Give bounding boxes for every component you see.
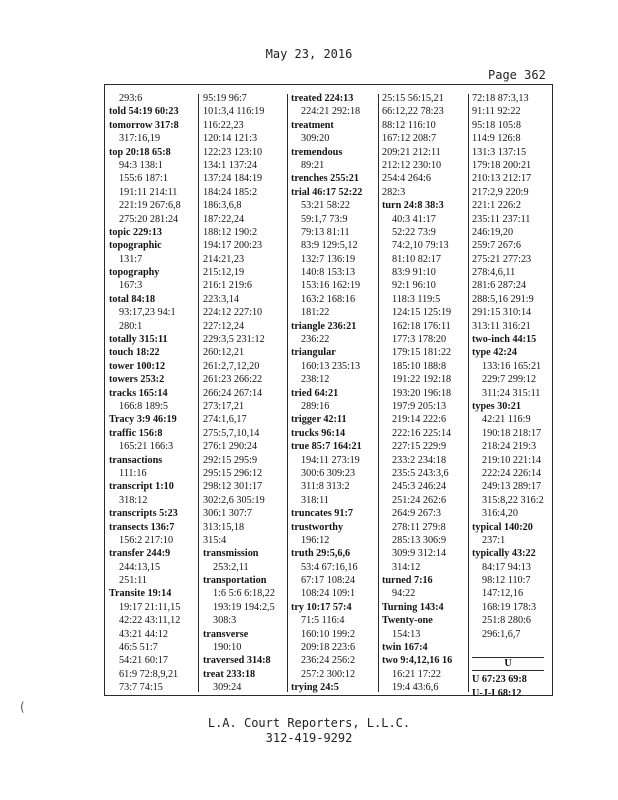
index-reference: 25:15 56:15,21: [382, 93, 444, 104]
index-reference: 188:12 190:2: [203, 226, 258, 238]
index-reference: 160:13 235:13: [301, 360, 361, 372]
index-reference: 235:11 237:11: [472, 213, 531, 225]
index-reference: 193:20 196:18: [392, 387, 452, 399]
index-reference: 276:1 290:24: [203, 441, 258, 453]
index-reference: [472, 641, 550, 654]
index-term: transactions: [109, 454, 163, 466]
index-reference: 311:8 313:2: [301, 481, 350, 493]
index-reference: 191:22 192:18: [392, 374, 452, 386]
index-term: U-J-I 68:12: [472, 687, 522, 699]
index-reference: 74:2,10 79:13: [392, 240, 449, 252]
index-reference: 289:16: [301, 400, 330, 412]
index-reference: 253:2,11: [213, 561, 249, 573]
index-reference: 194:11 273:19: [301, 454, 360, 466]
index-term: truncates 91:7: [291, 508, 353, 520]
index-reference: 210:13 212:17: [472, 173, 532, 185]
index-term: types 30:21: [472, 400, 521, 412]
index-reference: 309:9 312:14: [392, 548, 447, 560]
index-reference: 257:2 300:12: [301, 668, 356, 680]
index-reference: 114:9 126:8: [472, 133, 521, 145]
index-reference: 209:18 223:6: [301, 642, 356, 654]
index-reference: 281:6 287:24: [472, 280, 527, 292]
index-reference: 140:8 153:13: [301, 267, 356, 279]
index-reference: 296:1,6,7: [482, 628, 521, 640]
index-term: trucks 96:14: [291, 427, 346, 439]
index-reference: 238:12: [301, 374, 330, 386]
index-reference: 282:3: [382, 186, 406, 198]
index-reference: 84:17 94:13: [482, 561, 531, 573]
index-term: try 10:17 57:4: [291, 601, 352, 613]
index-term: trigger 42:11: [291, 414, 347, 426]
index-reference: 197:9 205:13: [392, 400, 447, 412]
index-reference: 190:18 218:17: [482, 427, 542, 439]
index-reference: 124:15 125:19: [392, 307, 452, 319]
index-reference: 300:6 309:23: [301, 467, 356, 479]
index-reference: 235:5 243:3,6: [392, 467, 449, 479]
index-reference: 154:13: [392, 628, 421, 640]
index-reference: 160:10 199:2: [301, 628, 356, 640]
index-term: type 42:24: [472, 347, 517, 359]
index-reference: 162:18 176:11: [392, 320, 451, 332]
index-term: totally 315:11: [109, 334, 168, 346]
index-reference: 229:3,5 231:12: [203, 334, 265, 346]
index-term: Tracy 3:9 46:19: [109, 414, 177, 426]
index-reference: 217:2,9 220:9: [472, 186, 529, 198]
index-term: U 67:23 69:8: [472, 674, 527, 686]
index-reference: 93:17,23 94:1: [119, 307, 176, 319]
index-reference: 187:22,24: [203, 213, 245, 225]
index-reference: 309:20: [301, 133, 330, 145]
index-reference: 43:21 44:12: [119, 628, 168, 640]
index-column-1: [109, 92, 191, 692]
index-reference: 42:22 43:11,12: [119, 615, 181, 627]
index-reference: 308:3: [213, 615, 237, 627]
index-term: Twenty-one: [382, 615, 433, 627]
index-reference: 222:24 226:14: [482, 467, 542, 479]
section-letter-heading: U: [472, 657, 544, 671]
index-column-3: [291, 92, 375, 692]
index-reference: 59:1,7 73:9: [301, 213, 348, 225]
index-reference: 298:12 301:17: [203, 481, 263, 493]
index-reference: 214:21,23: [203, 253, 245, 265]
index-reference: 315:4: [203, 534, 227, 546]
index-reference: 223:3,14: [203, 293, 239, 305]
index-reference: 79:13 81:11: [301, 226, 350, 238]
index-reference: 166:8 189:5: [119, 400, 168, 412]
index-reference: 52:22 73:9: [392, 226, 436, 238]
index-reference: 179:18 200:21: [472, 159, 532, 171]
index-reference: 209:21 212:11: [382, 146, 441, 158]
index-term: two-inch 44:15: [472, 334, 537, 346]
index-reference: 291:15 310:14: [472, 307, 532, 319]
index-term: traversed 314:8: [203, 655, 271, 667]
index-reference: 132:7 136:19: [301, 253, 356, 265]
index-reference: 273:17,21: [203, 400, 245, 412]
index-reference: 116:22,23: [203, 119, 244, 131]
index-reference: 219:14 222:6: [392, 414, 447, 426]
index-term: transverse: [203, 628, 249, 640]
index-term: told 54:19 60:23: [109, 106, 179, 118]
index-reference: 137:24 184:19: [203, 173, 263, 185]
index-reference: 94:22: [392, 588, 416, 600]
index-term: twin 167:4: [382, 642, 428, 654]
index-term: tomorrow 317:8: [109, 119, 179, 131]
index-term: total 84:18: [109, 293, 156, 305]
index-reference: 191:11 214:11: [119, 186, 178, 198]
index-column-4: [382, 92, 466, 692]
index-term: transfer 244:9: [109, 548, 171, 560]
index-reference: 196:12: [301, 534, 330, 546]
index-reference: 118:3 119:5: [392, 293, 441, 305]
transcript-date: May 23, 2016: [265, 47, 353, 61]
index-reference: 251:24 262:6: [392, 494, 447, 506]
index-reference: 244:13,15: [119, 561, 161, 573]
index-reference: 237:1: [482, 534, 506, 546]
index-term: turned 7:16: [382, 575, 433, 587]
index-reference: 218:24 219:3: [482, 441, 537, 453]
index-reference: 224:12 227:10: [203, 307, 263, 319]
index-reference: 167:3: [119, 280, 143, 292]
index-reference: 16:21 17:22: [392, 668, 441, 680]
index-reference: 53:21 58:22: [301, 200, 350, 212]
index-term: tremendous: [291, 146, 343, 158]
index-term: traffic 156:8: [109, 427, 163, 439]
index-reference: 246:19,20: [472, 226, 514, 238]
index-reference: 236:24 256:2: [301, 655, 356, 667]
index-reference: 318:12: [119, 494, 148, 506]
index-reference: 224:21 292:18: [301, 106, 361, 118]
index-term: triangle 236:21: [291, 320, 357, 332]
index-term: typically 43:22: [472, 548, 536, 560]
index-reference: 285:13 306:9: [392, 534, 447, 546]
index-reference: 302:2,6 305:19: [203, 494, 265, 506]
index-reference: 167:12 208:7: [382, 133, 437, 145]
column-divider: [378, 94, 379, 692]
index-reference: 53:4 67:16,16: [301, 561, 358, 573]
index-reference: 111:16: [119, 467, 147, 479]
column-divider: [468, 94, 469, 692]
index-term: topic 229:13: [109, 226, 162, 238]
index-reference: 46:5 51:7: [119, 642, 158, 654]
index-reference: 311:24 315:11: [482, 387, 541, 399]
index-reference: 275:5,7,10,14: [203, 427, 260, 439]
index-term: transcript 1:10: [109, 481, 174, 493]
index-reference: 153:16 162:19: [301, 280, 361, 292]
index-term: topography: [109, 267, 160, 279]
index-reference: 54:21 60:17: [119, 655, 168, 667]
index-reference: 219:10 221:14: [482, 454, 542, 466]
index-reference: 313:11 316:21: [472, 320, 531, 332]
index-reference: 120:14 121:3: [203, 133, 258, 145]
index-reference: 259:7 267:6: [472, 240, 521, 252]
index-reference: 251:8 280:6: [482, 615, 531, 627]
index-reference: 181:22: [301, 307, 330, 319]
index-reference: 278:11 279:8: [392, 521, 446, 533]
index-reference: 179:15 181:22: [392, 347, 452, 359]
index-term: trial 46:17 52:22: [291, 186, 363, 198]
index-term: transects 136:7: [109, 521, 175, 533]
index-reference: 212:12 230:10: [382, 159, 442, 171]
index-reference: 280:1: [119, 320, 143, 332]
index-term: Transite 19:14: [109, 588, 172, 600]
index-reference: 215:12,19: [203, 267, 245, 279]
index-term: true 85:7 164:21: [291, 441, 362, 453]
index-reference: 83:9 129:5,12: [301, 240, 358, 252]
index-reference: 275:20 281:24: [119, 213, 179, 225]
index-reference: 184:24 185:2: [203, 186, 258, 198]
index-reference: 147:12,16: [482, 588, 524, 600]
index-reference: 261:23 266:22: [203, 374, 263, 386]
scan-artifact: (: [20, 700, 25, 714]
index-reference: 19:4 43:6,6: [392, 682, 439, 694]
index-term: trustworthy: [291, 521, 344, 533]
index-reference: 315:8,22 316:2: [482, 494, 544, 506]
index-reference: 221:1 226:2: [472, 200, 521, 212]
index-reference: 306:1 307:7: [203, 508, 252, 520]
index-reference: 101:3,4 116:19: [203, 106, 265, 118]
index-reference: 288:5,16 291:9: [472, 293, 534, 305]
column-divider: [198, 94, 199, 692]
index-reference: 131:7: [119, 253, 143, 265]
index-reference: 98:12 110:7: [482, 575, 531, 587]
index-reference: 293:6: [119, 93, 143, 104]
index-reference: 19:17 21:11,15: [119, 601, 181, 613]
index-reference: 245:3 246:24: [392, 481, 447, 493]
index-term: triangular: [291, 347, 336, 359]
index-reference: 251:11: [119, 575, 147, 587]
index-reference: 61:9 72:8,9,21: [119, 668, 179, 680]
index-reference: 193:19 194:2,5: [213, 601, 275, 613]
index-reference: 92:1 96:10: [392, 280, 436, 292]
index-term: tracks 165:14: [109, 387, 168, 399]
index-reference: 108:24 109:1: [301, 588, 356, 600]
index-term: treat 233:18: [203, 668, 256, 680]
index-reference: 134:1 137:24: [203, 159, 258, 171]
index-reference: 227:12,24: [203, 320, 245, 332]
index-reference: 67:17 108:24: [301, 575, 356, 587]
index-reference: 133:16 165:21: [482, 360, 542, 372]
index-reference: 186:3,6,8: [203, 200, 242, 212]
index-term: transmission: [203, 548, 259, 560]
index-reference: 168:19 178:3: [482, 601, 537, 613]
index-reference: 89:21: [301, 159, 325, 171]
index-reference: 81:10 82:17: [392, 253, 441, 265]
index-reference: 261:2,7,12,20: [203, 360, 260, 372]
index-reference: 91:11 92:22: [472, 106, 521, 118]
index-term: typical 140:20: [472, 521, 533, 533]
index-reference: 254:4 264:6: [382, 173, 431, 185]
index-reference: 156:2 217:10: [119, 534, 174, 546]
index-reference: 233:2 234:18: [392, 454, 447, 466]
index-reference: 194:17 200:23: [203, 240, 263, 252]
index-reference: 163:2 168:16: [301, 293, 356, 305]
index-reference: 72:18 87:3,13: [472, 93, 529, 104]
page-number: Page 362: [488, 68, 546, 82]
index-reference: 316:4,20: [482, 508, 518, 520]
index-reference: 95:18 105:8: [472, 119, 521, 131]
index-reference: 221:19 267:6,8: [119, 200, 181, 212]
index-reference: 71:5 116:4: [301, 615, 345, 627]
index-term: top 20:18 65:8: [109, 146, 171, 158]
index-reference: 278:4,6,11: [472, 267, 516, 279]
index-term: treated 224:13: [291, 93, 354, 104]
column-divider: [287, 94, 288, 692]
index-reference: 229:7 299:12: [482, 374, 537, 386]
index-term: transportation: [203, 575, 267, 587]
index-reference: 275:21 277:23: [472, 253, 532, 265]
index-reference: 88:12 116:10: [382, 119, 436, 131]
index-reference: 309:24: [213, 682, 242, 694]
index-term: towers 253:2: [109, 374, 165, 386]
index-term: trenches 255:21: [291, 173, 359, 185]
index-reference: 317:16,19: [119, 133, 161, 145]
index-reference: 313:15,18: [203, 521, 245, 533]
index-reference: 227:15 229:9: [392, 441, 447, 453]
index-reference: 236:22: [301, 334, 330, 346]
index-column-2: [203, 92, 285, 692]
index-reference: 94:3 138:1: [119, 159, 163, 171]
index-reference: 95:19 96:7: [203, 93, 247, 104]
index-reference: 266:24 267:14: [203, 387, 263, 399]
index-reference: 73:7 74:15: [119, 682, 163, 694]
index-column-5: [472, 92, 550, 699]
index-reference: 222:16 225:14: [392, 427, 452, 439]
index-term: Turning 143:4: [382, 601, 444, 613]
index-reference: 318:11: [301, 494, 329, 506]
index-reference: 177:3 178:20: [392, 334, 447, 346]
index-term: tried 64:21: [291, 387, 339, 399]
index-reference: 264:9 267:3: [392, 508, 441, 520]
index-reference: 165:21 166:3: [119, 441, 174, 453]
index-reference: 260:12,21: [203, 347, 245, 359]
index-reference: 274:1,6,17: [203, 414, 247, 426]
index-reference: 295:15 296:12: [203, 467, 263, 479]
index-reference: 66:12,22 78:23: [382, 106, 444, 118]
index-reference: 131:3 137:15: [472, 146, 527, 158]
index-reference: 190:10: [213, 642, 242, 654]
index-term: touch 18:22: [109, 347, 160, 359]
index-term: trying 24:5: [291, 682, 339, 694]
index-reference: 1:6 5:6 6:18,22: [213, 588, 275, 600]
footer-company: L.A. Court Reporters, L.L.C.: [207, 716, 411, 730]
index-term: tower 100:12: [109, 360, 166, 372]
index-reference: 216:1 219:6: [203, 280, 252, 292]
index-term: treatment: [291, 119, 334, 131]
index-reference: 40:3 41:17: [392, 213, 436, 225]
index-reference: 83:9 91:10: [392, 267, 436, 279]
index-reference: 185:10 188:8: [392, 360, 447, 372]
index-reference: 292:15 295:9: [203, 454, 258, 466]
index-term: turn 24:8 38:3: [382, 200, 444, 212]
footer-phone: 312-419-9292: [265, 731, 353, 745]
index-reference: 314:12: [392, 561, 421, 573]
index-reference: 42:21 116:9: [482, 414, 531, 426]
index-reference: 122:23 123:10: [203, 146, 263, 158]
index-term: transcripts 5:23: [109, 508, 178, 520]
index-term: topographic: [109, 240, 162, 252]
index-reference: 155:6 187:1: [119, 173, 168, 185]
index-term: truth 29:5,6,6: [291, 548, 351, 560]
index-reference: 249:13 289:17: [482, 481, 542, 493]
index-term: two 9:4,12,16 16: [382, 655, 453, 667]
